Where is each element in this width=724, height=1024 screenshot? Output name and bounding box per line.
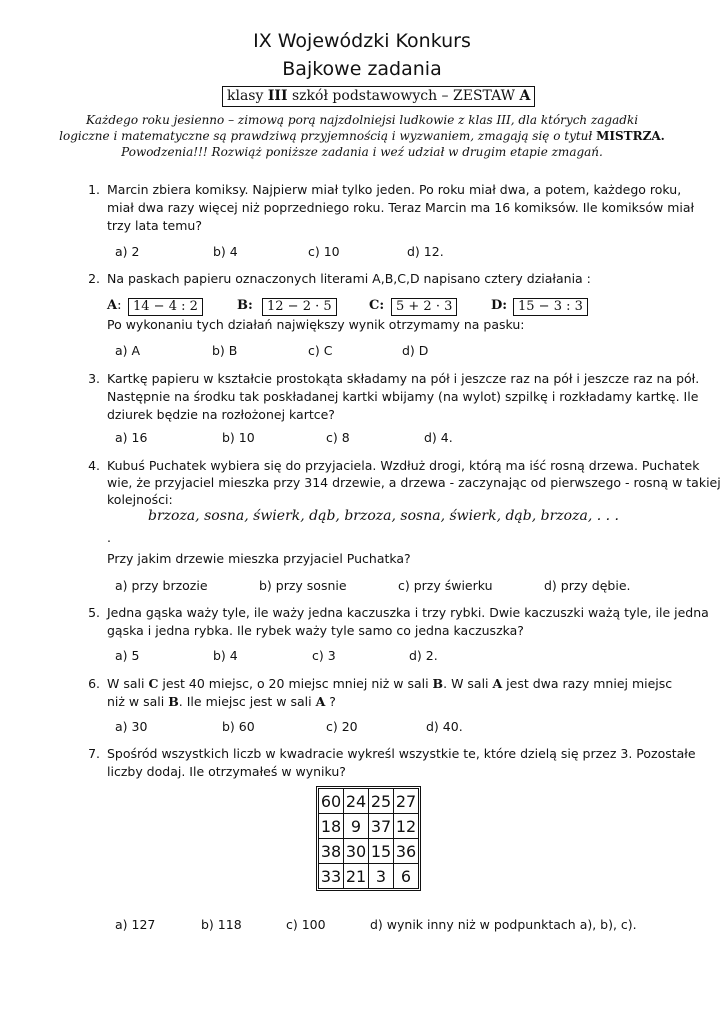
stray-dot: . [107, 530, 111, 545]
problem-text-line: Na paskach papieru oznaczonych literami A,B,C,D napisano cztery działania : [107, 271, 591, 286]
problem-text-line: Kartkę papieru w kształcie prostokąta składamy na pół i jeszcze raz na pół i jeszcze raz na pół. [107, 371, 700, 386]
strip-separator: : [117, 298, 122, 313]
set-letter: A [519, 88, 531, 104]
grid-cell: 9 [344, 814, 369, 839]
problem-text-line: dziurek będzie na rozłożonej kartce? [107, 407, 335, 422]
grid-cell: 24 [344, 789, 369, 814]
grid-cell: 36 [394, 839, 419, 864]
text-run: ? [325, 694, 336, 709]
grid-cell: 30 [344, 839, 369, 864]
problem-text-line: gąska i jedna rybka. Ile rybek waży tyle samo co jedna kaczuszka? [107, 623, 524, 638]
problem-text-line [107, 675, 672, 692]
answer-option: d) przy dębie. [544, 578, 631, 593]
problem-text-line [107, 693, 336, 710]
strip-expression-c: 5 + 2 · 3 [391, 298, 457, 316]
strip-expression-a: 14 − 4 : 2 [128, 298, 203, 316]
strip-label-d: D: [491, 298, 508, 313]
answer-option: a) 16 [115, 430, 148, 445]
grid-row [319, 864, 419, 889]
text-run: . Ile miejsc jest w sali [178, 694, 316, 709]
problem-number: 7. [88, 746, 100, 761]
answer-option: c) 3 [312, 648, 336, 663]
grid-row [319, 839, 419, 864]
problem-text-line: wie, że przyjaciel mieszka przy 314 drzewie, a drzewa - zaczynając od pierwszego - rosną w takiej [107, 475, 721, 490]
room-letter: A [315, 694, 326, 709]
answer-option: c) 20 [326, 719, 358, 734]
answer-option: d) 4. [424, 430, 453, 445]
grid-cell: 25 [369, 789, 394, 814]
strip-label-a [107, 298, 121, 313]
intro-title-word: MISTRZA. [596, 129, 665, 143]
answer-option: b) B [212, 343, 238, 358]
grid-cell: 38 [319, 839, 344, 864]
grid-cell: 21 [344, 864, 369, 889]
room-letter: A [492, 676, 503, 691]
grid-cell: 6 [394, 864, 419, 889]
problem-number: 6. [88, 676, 100, 691]
problem-number: 3. [88, 371, 100, 386]
problem-question: Przy jakim drzewie mieszka przyjaciel Puchatka? [107, 551, 411, 566]
room-letter: B [168, 694, 179, 709]
answer-option: a) A [115, 343, 141, 358]
answer-option: d) 2. [409, 648, 438, 663]
class-level: III [267, 88, 288, 104]
answer-option: d) wynik inny niż w podpunktach a), b), c). [370, 917, 637, 932]
problem-text-line: Spośród wszystkich liczb w kwadracie wykreśl wszystkie te, które dzielą się przez 3. Pozostałe [107, 746, 696, 761]
text-run: . W sali [443, 676, 493, 691]
problem-text-line: Marcin zbiera komiksy. Najpierw miał tylko jeden. Po roku miał dwa, a potem, każdego roku, [107, 182, 682, 197]
strip-expression-b: 12 − 2 · 5 [262, 298, 337, 316]
text-run: W sali [107, 676, 149, 691]
answer-option: a) 5 [115, 648, 140, 663]
answer-option: a) 127 [115, 917, 156, 932]
text-run: jest 40 miejsc, o 20 miejsc mniej niż w sali [158, 676, 433, 691]
answer-option: d) 40. [426, 719, 463, 734]
grid-cell: 27 [394, 789, 419, 814]
intro-line-2-text: logiczne i matematyczne są prawdziwą przyjemnością i wyzwaniem, zmagają się o tytuł [59, 129, 597, 143]
room-letter: C [148, 676, 159, 691]
problem-text-line: liczby dodaj. Ile otrzymałeś w wyniku? [107, 764, 346, 779]
page-title: IX Wojewódzki Konkurs [253, 30, 471, 52]
problem-text-line: kolejności: [107, 492, 173, 507]
number-grid [318, 788, 419, 889]
strip-letter: A [107, 298, 118, 313]
answer-option: b) przy sosnie [259, 578, 347, 593]
problem-text-line: Następnie na środku tak poskładanej kartki wbijamy (na wylot) szpilkę i rozkładamy kartkę. Ile [107, 389, 699, 404]
answer-option: c) 100 [286, 917, 326, 932]
answer-option: c) 10 [308, 244, 340, 259]
grid-cell: 60 [319, 789, 344, 814]
answer-option: d) D [402, 343, 429, 358]
problem-text-line: Jedna gąska waży tyle, ile waży jedna kaczuszka i trzy rybki. Dwie kaczuszki ważą tyle, ile jedna [107, 605, 709, 620]
grid-cell: 12 [394, 814, 419, 839]
problem-text-line: Kubuś Puchatek wybiera się do przyjaciela. Wzdłuż drogi, którą ma iść rosną drzewa. Puchatek [107, 458, 700, 473]
answer-option: a) 2 [115, 244, 140, 259]
strip-label-c: C: [369, 298, 385, 313]
text-run: niż w sali [107, 694, 169, 709]
grid-row [319, 789, 419, 814]
answer-option: b) 10 [222, 430, 255, 445]
grid-cell: 15 [369, 839, 394, 864]
grid-cell: 33 [319, 864, 344, 889]
answer-option: b) 60 [222, 719, 255, 734]
answer-option: b) 4 [213, 244, 238, 259]
grid-cell: 18 [319, 814, 344, 839]
tree-sequence: brzoza, sosna, świerk, dąb, brzoza, sosna, świerk, dąb, brzoza, . . . [148, 508, 619, 524]
room-letter: B [432, 676, 444, 691]
answer-option: d) 12. [407, 244, 444, 259]
problem-number: 4. [88, 458, 100, 473]
problem-text-line: Po wykonaniu tych działań największy wynik otrzymamy na pasku: [107, 317, 525, 332]
answer-option: b) 118 [201, 917, 242, 932]
problem-number: 1. [88, 182, 100, 197]
answer-option: b) 4 [213, 648, 238, 663]
problem-number: 5. [88, 605, 100, 620]
answer-option: a) przy brzozie [115, 578, 208, 593]
grid-cell: 37 [369, 814, 394, 839]
intro-line-1: Każdego roku jesienno – zimową porą najzdolniejsi ludkowie z klas III, dla których zagadki [85, 113, 639, 127]
page-subtitle: Bajkowe zadania [282, 58, 442, 80]
problem-number: 2. [88, 271, 100, 286]
class-set-mid: szkół podstawowych – ZESTAW [287, 88, 520, 104]
problem-text-line: miał dwa razy więcej niż poprzedniego roku. Teraz Marcin ma 16 komiksów. Ile komiksów miał [107, 200, 695, 215]
class-set-label [222, 86, 535, 107]
intro-line-3: Powodzenia!!! Rozwiąż poniższe zadania i weź udział w drugim etapie zmagań. [121, 145, 603, 159]
class-set-prefix: klasy [227, 88, 268, 104]
intro-line-2 [0, 129, 724, 143]
answer-option: c) C [308, 343, 333, 358]
grid-cell: 3 [369, 864, 394, 889]
strip-label-b: B: [237, 298, 253, 313]
text-run: jest dwa razy mniej miejsc [502, 676, 673, 691]
answer-option: a) 30 [115, 719, 148, 734]
answer-option: c) przy świerku [398, 578, 493, 593]
strip-expression-d: 15 − 3 : 3 [513, 298, 588, 316]
problem-text-line: trzy lata temu? [107, 218, 202, 233]
grid-row [319, 814, 419, 839]
answer-option: c) 8 [326, 430, 350, 445]
